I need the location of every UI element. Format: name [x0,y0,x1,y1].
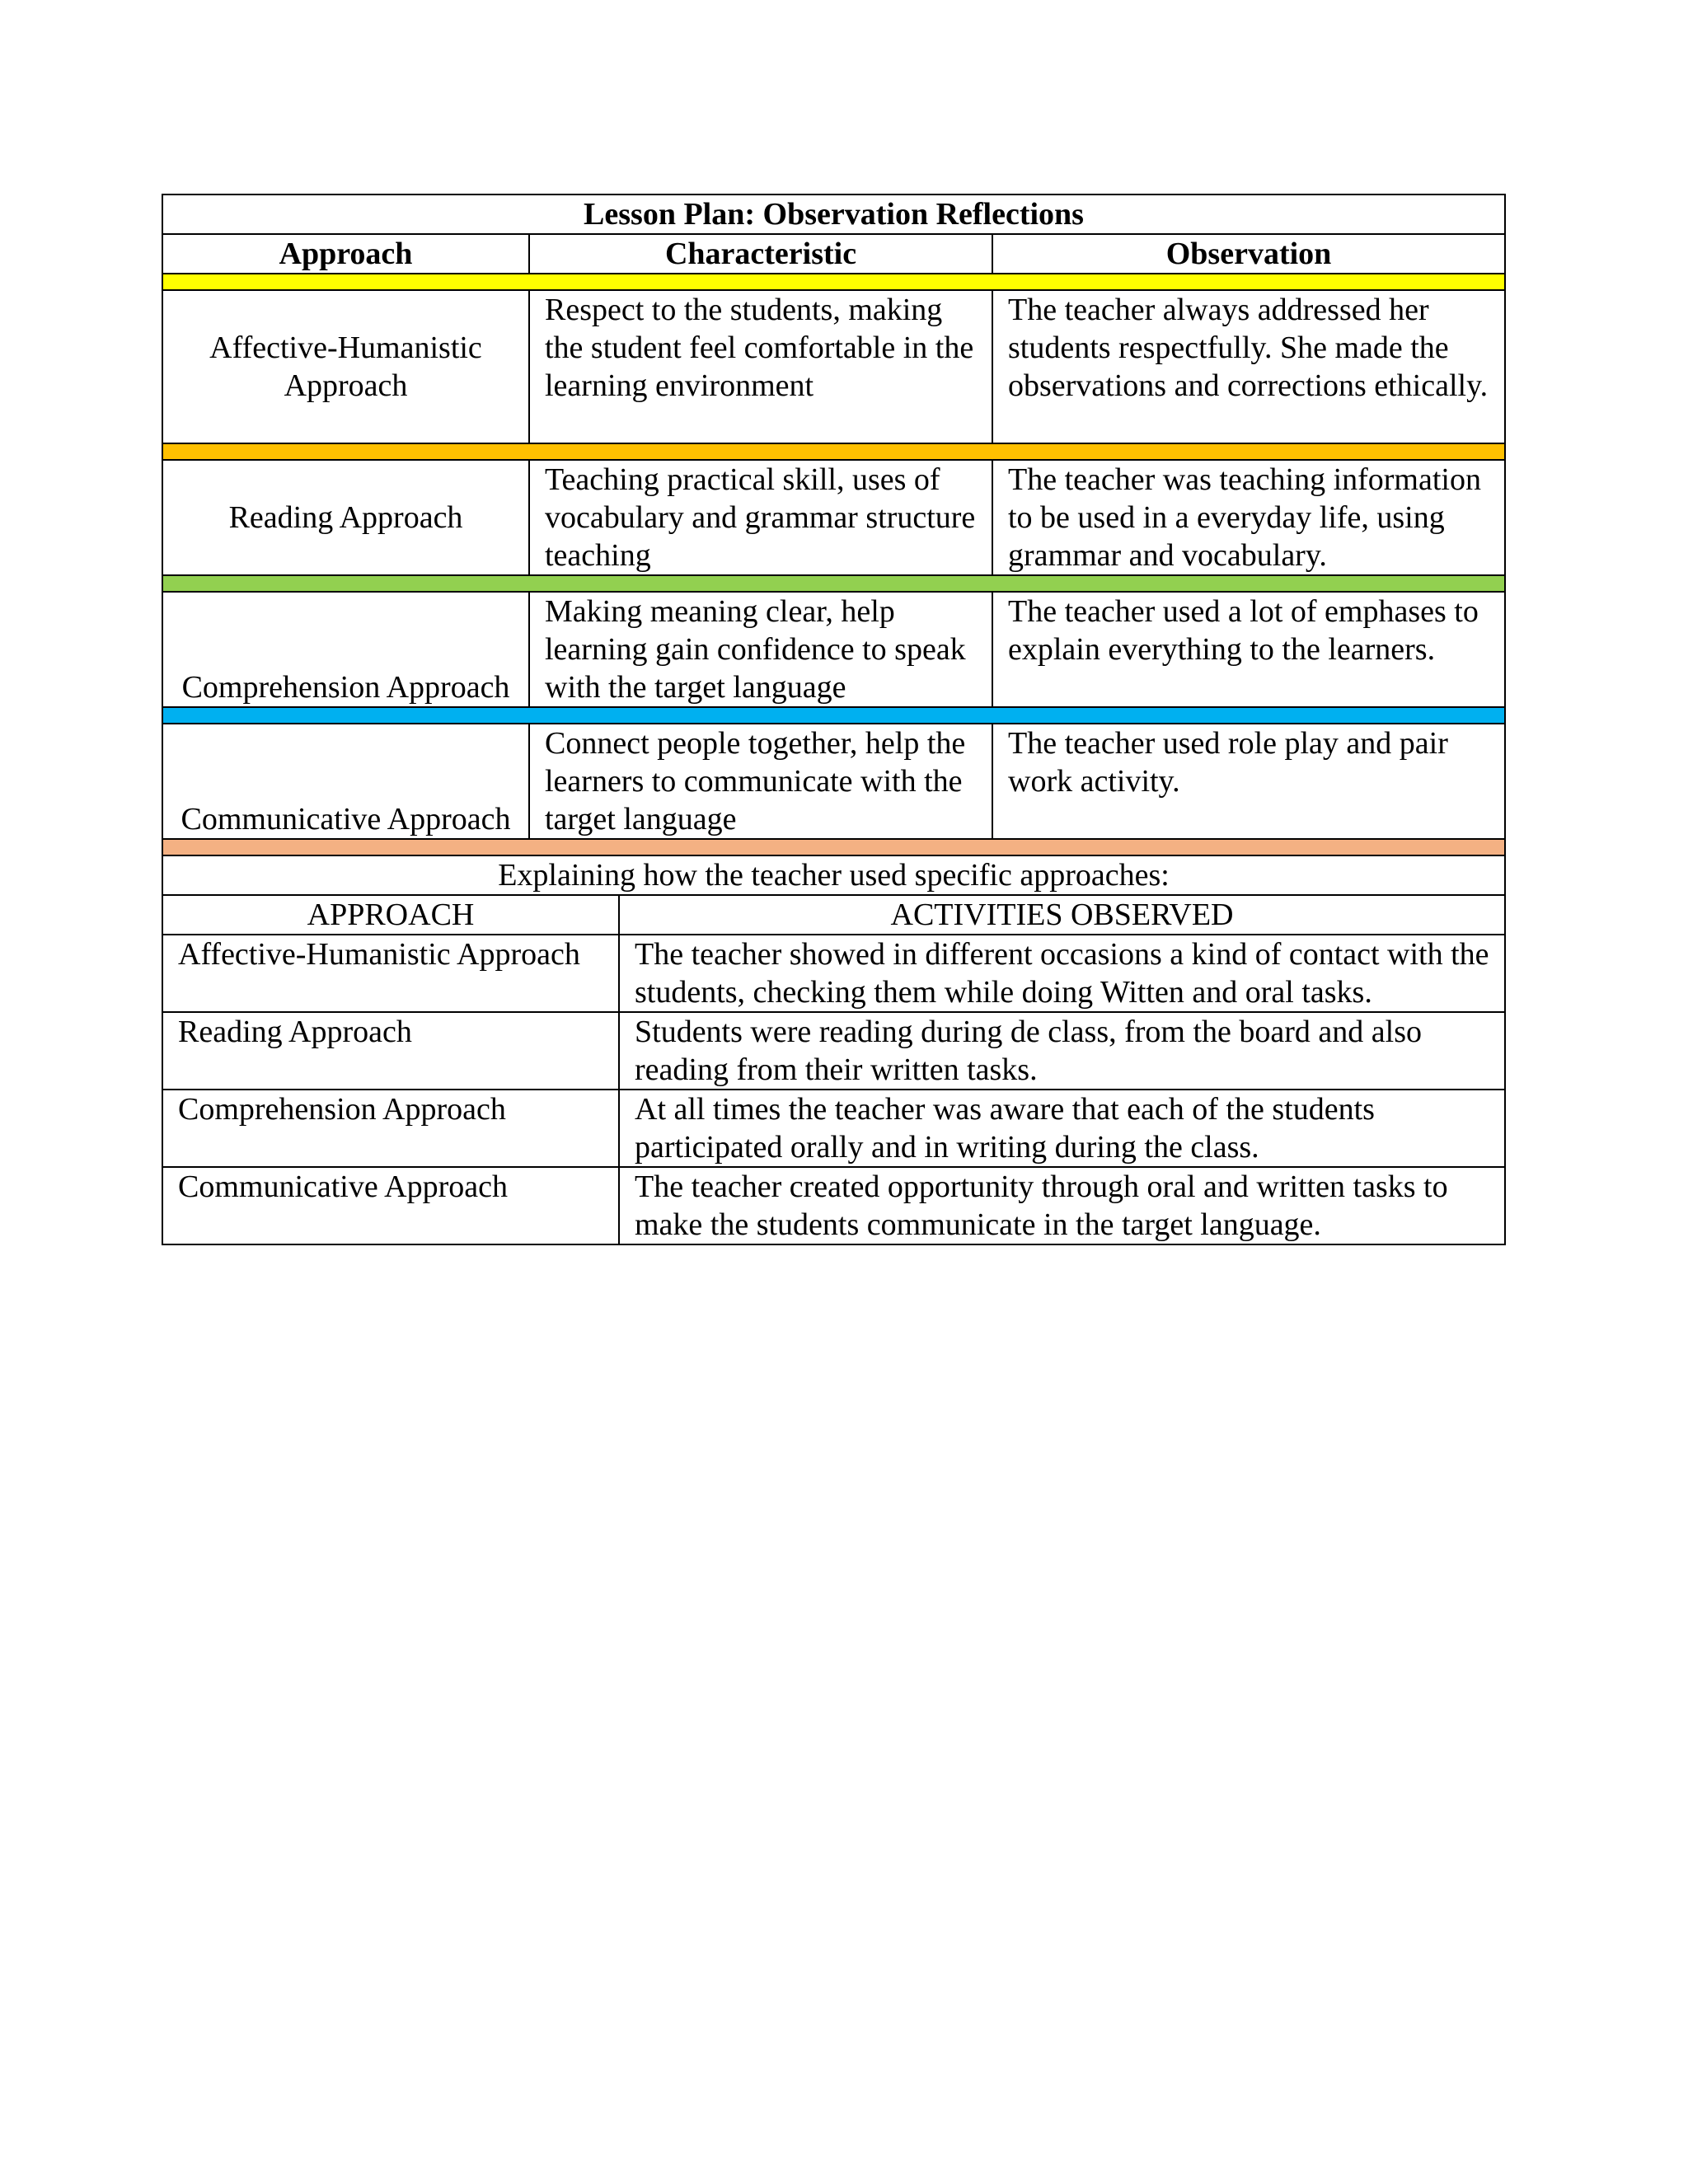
characteristic-cell: Making meaning clear, help learning gain confidence to speak with the target language [529,592,992,707]
color-band-blue [162,707,1505,724]
table-row [162,1167,1505,1244]
characteristic-cell: Connect people together, help the learners to communicate with the target language [529,724,992,839]
approach-cell: Reading Approach [162,1012,619,1090]
color-band-peach [162,839,1505,855]
table-row [162,290,1505,443]
approach-cell: Affective-Humanistic Approach [162,935,619,1012]
observation-cell: The teacher was teaching information to be used in a everyday life, using grammar and vocabulary. [992,460,1505,575]
approach-cell: Affective-Humanistic Approach [162,290,529,443]
observation-cell: The teacher always addressed her students respectfully. She made the observations and corrections ethically. [992,290,1505,443]
header-approach: Approach [162,234,529,274]
characteristic-cell: Teaching practical skill, uses of vocabulary and grammar structure teaching [529,460,992,575]
table-row [162,460,1505,575]
table-row [162,724,1505,839]
header-observation: Observation [992,234,1505,274]
header-activities-observed: ACTIVITIES OBSERVED [619,895,1505,935]
header-approach-caps: APPROACH [162,895,619,935]
approach-cell: Communicative Approach [162,724,529,839]
activities-table [162,855,1506,1245]
table-row [162,1012,1505,1090]
color-band-green [162,575,1505,592]
observation-reflections-table [162,194,1506,856]
activity-cell: The teacher showed in different occasions a kind of contact with the students, checking them while doing Witten and oral tasks. [619,935,1505,1012]
table-row [162,1090,1505,1167]
approach-cell: Comprehension Approach [162,592,529,707]
color-band-yellow [162,274,1505,290]
table-row [162,935,1505,1012]
activities-title: Explaining how the teacher used specific approaches: [162,855,1505,895]
header-characteristic: Characteristic [529,234,992,274]
table-title: Lesson Plan: Observation Reflections [162,194,1505,234]
characteristic-cell: Respect to the students, making the student feel comfortable in the learning environment [529,290,992,443]
approach-cell: Communicative Approach [162,1167,619,1244]
document-page [162,194,1504,1245]
approach-cell: Reading Approach [162,460,529,575]
observation-cell: The teacher used role play and pair work activity. [992,724,1505,839]
activity-cell: The teacher created opportunity through oral and written tasks to make the students communicate in the target language. [619,1167,1505,1244]
color-band-orange [162,443,1505,460]
table-row [162,592,1505,707]
observation-cell: The teacher used a lot of emphases to explain everything to the learners. [992,592,1505,707]
activity-cell: Students were reading during de class, from the board and also reading from their written tasks. [619,1012,1505,1090]
approach-cell: Comprehension Approach [162,1090,619,1167]
activity-cell: At all times the teacher was aware that each of the students participated orally and in writing during the class. [619,1090,1505,1167]
